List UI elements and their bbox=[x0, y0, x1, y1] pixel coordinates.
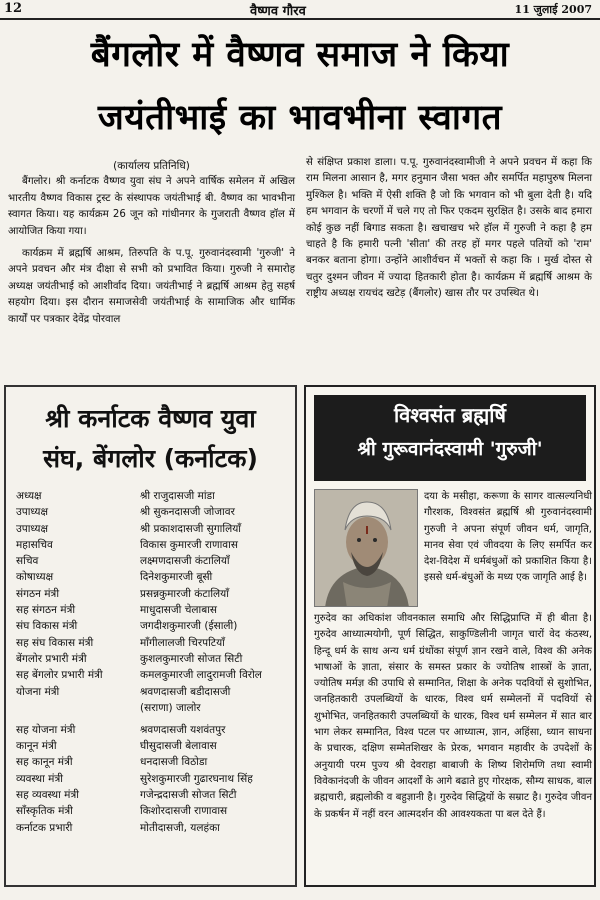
committee-row bbox=[12, 489, 294, 505]
member-position: सह कानून मंत्री bbox=[16, 756, 73, 769]
masthead bbox=[0, 0, 600, 20]
member-name: लक्ष्मणदासजी कंटालियाँ bbox=[140, 555, 230, 568]
member-name: घीसुदासजी बेलावास bbox=[140, 740, 217, 753]
member-name: किशोरदासजी राणावास bbox=[140, 805, 228, 818]
committee-row bbox=[12, 636, 294, 652]
byline: (कार्यालय प्रतिनिधि) bbox=[113, 160, 190, 172]
member-name: श्री सुकनदासजी जोजावर bbox=[140, 506, 235, 519]
member-name: श्री प्रकाशदासजी सुगालियाँ bbox=[140, 522, 242, 535]
committee-row bbox=[12, 538, 294, 554]
profile-box bbox=[304, 385, 596, 887]
member-name: मोतीदासजी, यलहंका bbox=[140, 821, 220, 834]
guruji-photo bbox=[314, 489, 418, 607]
committee-row bbox=[12, 652, 294, 668]
committee-row bbox=[12, 668, 294, 684]
member-position: योजना मंत्री bbox=[16, 685, 60, 698]
member-name: (सराणा) जालोर bbox=[140, 701, 201, 714]
page-number: 12 bbox=[4, 1, 23, 16]
committee-row bbox=[12, 723, 294, 739]
member-position: कर्नाटक प्रभारी bbox=[16, 821, 73, 834]
committee-row bbox=[12, 755, 294, 771]
profile-banner bbox=[314, 395, 586, 481]
member-position: महासचिव bbox=[16, 538, 53, 551]
committee-row bbox=[12, 772, 294, 788]
member-position: सचिव bbox=[16, 555, 39, 568]
committee-row bbox=[12, 570, 294, 586]
member-name: दिनेशकुमारजी बूसी bbox=[140, 571, 213, 584]
profile-intro: दया के मसीहा, करूणा के सागर वात्सल्यनिधी गौरशक, विश्वसंत ब्रह्मर्षि श्री गुरुवानंदस्वामी गुरुजी ने अपना संपूर्ण जीवन धर्म, जागृति, मानव सेवा एवं जीवदया के लिए समर्पित कर देश-विदेश में धर्मबंधुओं को प्रकाशित किया है। इससे धर्म-बंधुओं के मध्य एक जागृति आई है। bbox=[424, 491, 592, 584]
committee-row bbox=[12, 788, 294, 804]
headline-line-2: जयंतीभाई का भावभीना स्वागत bbox=[97, 98, 503, 138]
member-name: प्रसन्नकुमारजी कंटालियाँ bbox=[140, 587, 229, 600]
member-name: सुरेशकुमारजी गुढारघनाथ सिंह bbox=[140, 772, 253, 785]
member-name: श्री राजुदासजी मांडा bbox=[140, 490, 215, 502]
member-name: विकास कुमारजी राणावास bbox=[140, 538, 238, 551]
committee-row bbox=[12, 701, 294, 723]
issue-date: 11 जुलाई 2007 bbox=[514, 3, 592, 16]
committee-title bbox=[6, 399, 295, 479]
member-name: जगदीशकुमारजी (ईसाली) bbox=[140, 620, 238, 633]
member-position: सह बेंगलोर प्रभारी मंत्री bbox=[16, 669, 103, 682]
member-position: बेंगलोर प्रभारी मंत्री bbox=[16, 652, 87, 665]
committee-row bbox=[12, 821, 294, 837]
member-position: कोषाध्यक्ष bbox=[16, 571, 54, 584]
article-paragraph: बैंगलोर। श्री कर्नाटक वैष्णव युवा संघ ने अपने वार्षिक समेलन में अखिल भारतीय वैष्णव विकास ट्रस्ट के संस्थापक जयंतीभाई बी. वैष्णव का भावभीना स्वागत किया। यह कार्यक्रम 26 जून को गांधीनगर के गुजराती वैष्णव हॉल में आयोजित किया गया। bbox=[8, 176, 295, 237]
committee-row bbox=[12, 685, 294, 701]
committee-row bbox=[12, 554, 294, 570]
member-position: संगठन मंत्री bbox=[16, 587, 60, 600]
committee-row bbox=[12, 739, 294, 755]
committee-row bbox=[12, 804, 294, 820]
member-name: कमलकुमारजी लादुरामजी विरोल bbox=[140, 669, 262, 682]
committee-box bbox=[4, 385, 297, 887]
member-position: कानून मंत्री bbox=[16, 740, 57, 753]
committee-row bbox=[12, 619, 294, 635]
committee-row bbox=[12, 603, 294, 619]
article-paragraph: कार्यक्रम में ब्रह्मर्षि आश्रम, तिरुपति के प.पू. गुरुवानंदस्वामी 'गुरुजी' ने अपने प्रवचन और मंत्र दीक्षा से सभी को प्रभावित किया। गुरुजी ने समारोह अध्यक्ष जयंतीभाई को आशीर्वाद दिया। जयंतीभाई ने ब्रह्मर्षि आश्रम हेतु सहर्ष सहयोग दिया। इस दौरान समाजसेवी जयंतीभाई के सामाजिक और धार्मिक कार्यों पर पत्रकार देवेंद्र पोरवाल bbox=[8, 248, 295, 325]
member-name: कुशलकुमारजी सोजत सिटी bbox=[140, 652, 243, 665]
member-name: गजेन्द्रदासजी सोजत सिटी bbox=[140, 789, 237, 802]
committee-row bbox=[12, 587, 294, 603]
member-position: साँस्कृतिक मंत्री bbox=[16, 805, 73, 818]
member-position: उपाध्यक्ष bbox=[16, 506, 49, 519]
member-name: श्रवणदासजी बडीदासजी bbox=[140, 685, 231, 698]
member-name: धनदासजी विठोडा bbox=[140, 756, 208, 769]
member-name: माधुदासजी चेलाबास bbox=[140, 604, 218, 617]
profile-banner-line-2: श्री गुरूवानंदस्वामी 'गुरुजी' bbox=[357, 438, 543, 460]
profile-banner-line-1: विश्वसंत ब्रह्मर्षि bbox=[394, 403, 506, 427]
member-position: सह संघ विकास मंत्री bbox=[16, 636, 94, 649]
member-position: सह व्यवस्था मंत्री bbox=[16, 789, 79, 802]
profile-body: गुरुदेव का अधिकांश जीवनकाल समाधि और सिद्धिप्राप्ति में ही बीता है। गुरुदेव आध्यात्मयोगी, पूर्ण सिद्धित, साकुण्डिलीनी जागृत चारों वेद कंठस्थ, हिन्दू धर्म के साथ अन्य धर्म ग्रंथोंका संपूर्ण ज्ञान रखने वाले, विश्व की अनेक भाषाओं के ज्ञाता, संसार के समस्त प्रकार के ज्योतिष शास्त्रों के ज्ञाता, ज्योतिष मर्मज्ञ की उपाधि से सम्मानित, शिक्षा के अनेक पदवियों से सुशोभित, जनहितकारी उपलब्धियों के धारक, विश्व धर्म सम्मेलनों में पदवियों से शुभोभित, जनहितकारी उपलब्धियों के धारक, विश्व धर्म सम्मेलन में सात बार भाग लेकर सम्मानित, विश्व पटल पर आध्यात्म, ज्ञान, अहिंसा, ध्यान साधना के प्रचारक, दक्षिण सम्मेतशिखर के प्रेरक, भगवान महावीर के उपदेशों के अनुयायी परम पुज्य श्री देवराहा बाबाजी के शिष्य शिरोमणि तथा स्वामी विवेकानंदजी के जीवन आदर्शों के आगे बढाते हुए गोरक्षक, सौम्य साधक, बाल ब्रह्मचारी, ब्रह्मलोकी व बहुज्ञानी है। गुरुदेव सिद्धियों के सम्राट है। गुरुदेव जीवन के प्रकर्षन में नहीं वरन आत्मदर्शन की आवश्यकता पा बल देते हैं। bbox=[314, 613, 592, 820]
member-name: श्रवणदासजी यशवंतपुर bbox=[140, 723, 226, 736]
member-position: संघ विकास मंत्री bbox=[16, 620, 78, 633]
member-position: सह योजना मंत्री bbox=[16, 723, 76, 736]
committee-list bbox=[12, 489, 294, 837]
article-paragraph: से संक्षिप्त प्रकाश डाला। प.पू. गुरुवानंदस्वामीजी ने अपने प्रवचन में कहा कि राम मिलना आसान है, मगर हनुमान जैसा भक्त और समर्पित महापुरुष मिलना मुश्किल है। भक्ति में ऐसी शक्ति है जो कि भगवान को भी बुला देती है। यदि हम भगवान के चरणों में चले गए तो फिर एकदम सुरक्षित है। उसके बाद हमारा कोई कुछ नहीं बिगाड सकता है। खचाखच भरे हॉल में गुरुजी ने कहा है हम चाहते है कि हमारी पत्नी 'सीता' की तरह हों मगर पहले पतियों को 'राम' बनकर बताना होगा। उन्होंने आशीर्वचन में भक्तों से कहा कि । मुर्ख दोस्त से चतुर दुश्मन जीवन में ज्यादा हितकारी होता है। कार्यक्रम में ब्रह्मर्षि आश्रम के राष्ट्रीय अध्यक्ष रायचंद खटेड़ (बैंगलोर) खास तौर पर उपस्थित थे। bbox=[306, 157, 592, 300]
committee-title-line-1: श्री कर्नाटक वैष्णव युवा bbox=[45, 404, 256, 433]
committee-row bbox=[12, 505, 294, 521]
committee-title-line-2: संघ, बेंगलोर (कर्नाटक) bbox=[43, 444, 258, 473]
member-position: व्यवस्था मंत्री bbox=[16, 772, 63, 785]
article-column-right bbox=[306, 155, 592, 309]
article-column-left bbox=[8, 158, 295, 334]
headline-line-1: बैंगलोर में वैष्णव समाज ने किया bbox=[90, 35, 510, 75]
member-position: सह संगठन मंत्री bbox=[16, 604, 76, 617]
member-position: उपाध्यक्ष bbox=[16, 522, 49, 535]
publication-name: वैष्णव गौरव bbox=[250, 4, 306, 19]
member-position: अध्यक्ष bbox=[16, 490, 42, 502]
member-name: माँगीलालजी चिरपटियाँ bbox=[140, 636, 225, 649]
committee-row bbox=[12, 522, 294, 538]
